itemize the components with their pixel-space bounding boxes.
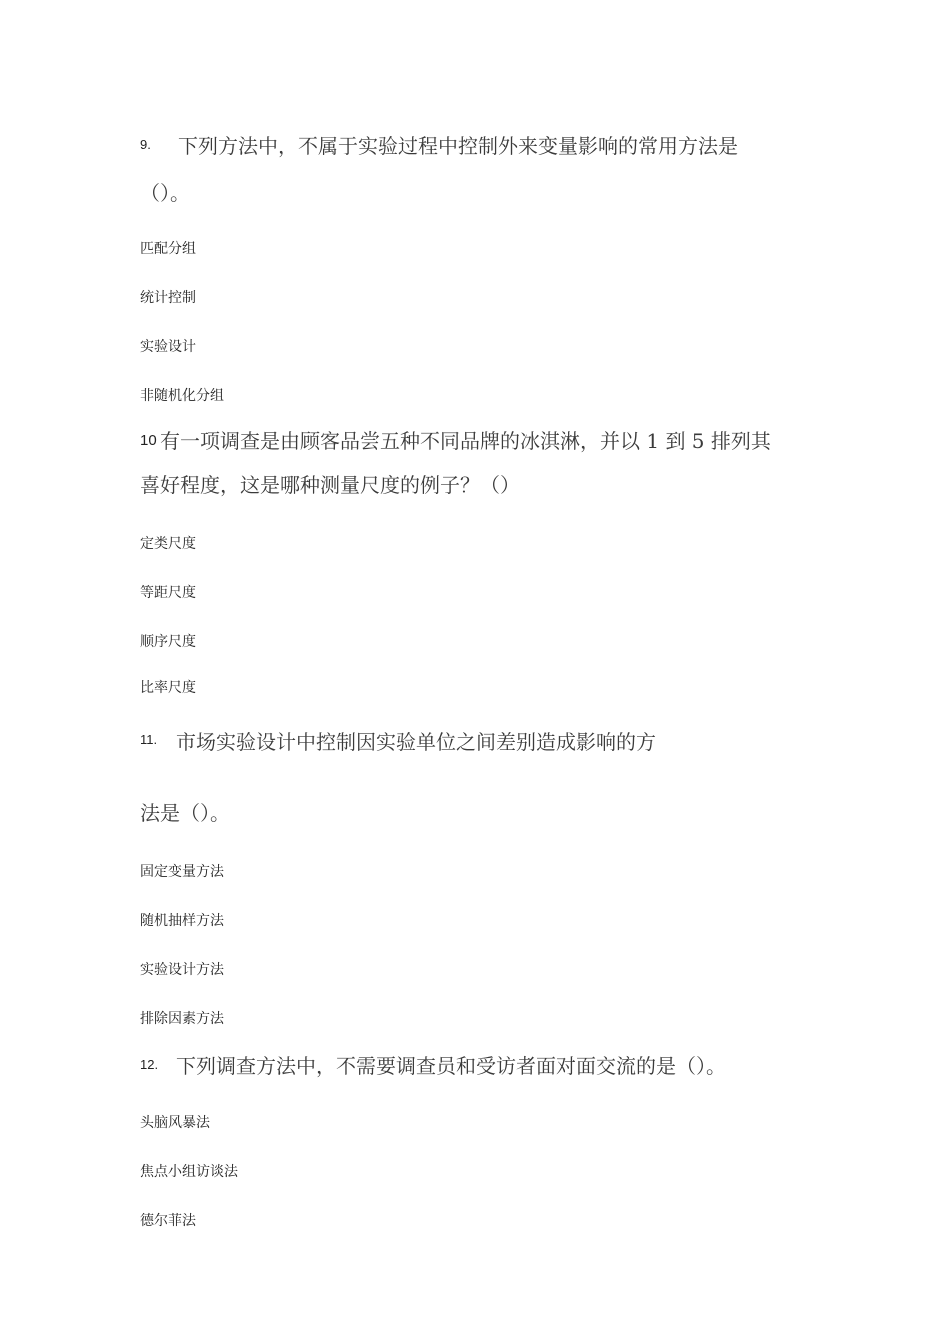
option-text: 德尔菲法 — [140, 1213, 196, 1229]
option-text: 头脑风暴法 — [140, 1115, 210, 1131]
question-text-line1: 下列方法中，不属于实验过程中控制外来变量影响的常用方法是 — [178, 134, 738, 158]
option-text: 实验设计方法 — [140, 962, 224, 978]
question-text-line1: 下列调查方法中，不需要调查员和受访者面对面交流的是（）。 — [176, 1054, 726, 1078]
option-text: 随机抽样方法 — [140, 913, 224, 929]
question-number: 12. — [140, 1057, 159, 1072]
option-text: 定类尺度 — [140, 536, 196, 552]
option-text: 固定变量方法 — [140, 864, 224, 880]
question-text-line2: （）。 — [140, 181, 190, 205]
option-text: 匹配分组 — [140, 241, 196, 257]
question-number: 11. — [140, 732, 158, 747]
question-text-line1: 市场实验设计中控制因实验单位之间差别造成影响的方 — [176, 730, 656, 754]
question-text-line2: 法是（）。 — [140, 801, 230, 825]
option-text: 顺序尺度 — [140, 634, 196, 650]
question-text-line1: 有一项调查是由顾客品尝五种不同品牌的冰淇淋，并以 1 到 5 排列其 — [160, 429, 771, 453]
question-number: 9. — [140, 137, 151, 152]
option-text: 等距尺度 — [140, 585, 196, 601]
option-text: 排除因素方法 — [140, 1011, 224, 1027]
question-text-line2: 喜好程度，这是哪种测量尺度的例子？（） — [140, 473, 520, 497]
option-text: 焦点小组访谈法 — [140, 1164, 238, 1180]
option-text: 比率尺度 — [140, 680, 196, 696]
question-number: 10 — [140, 432, 157, 449]
option-text: 统计控制 — [140, 290, 196, 306]
option-text: 非随机化分组 — [140, 388, 224, 404]
option-text: 实验设计 — [140, 339, 196, 355]
